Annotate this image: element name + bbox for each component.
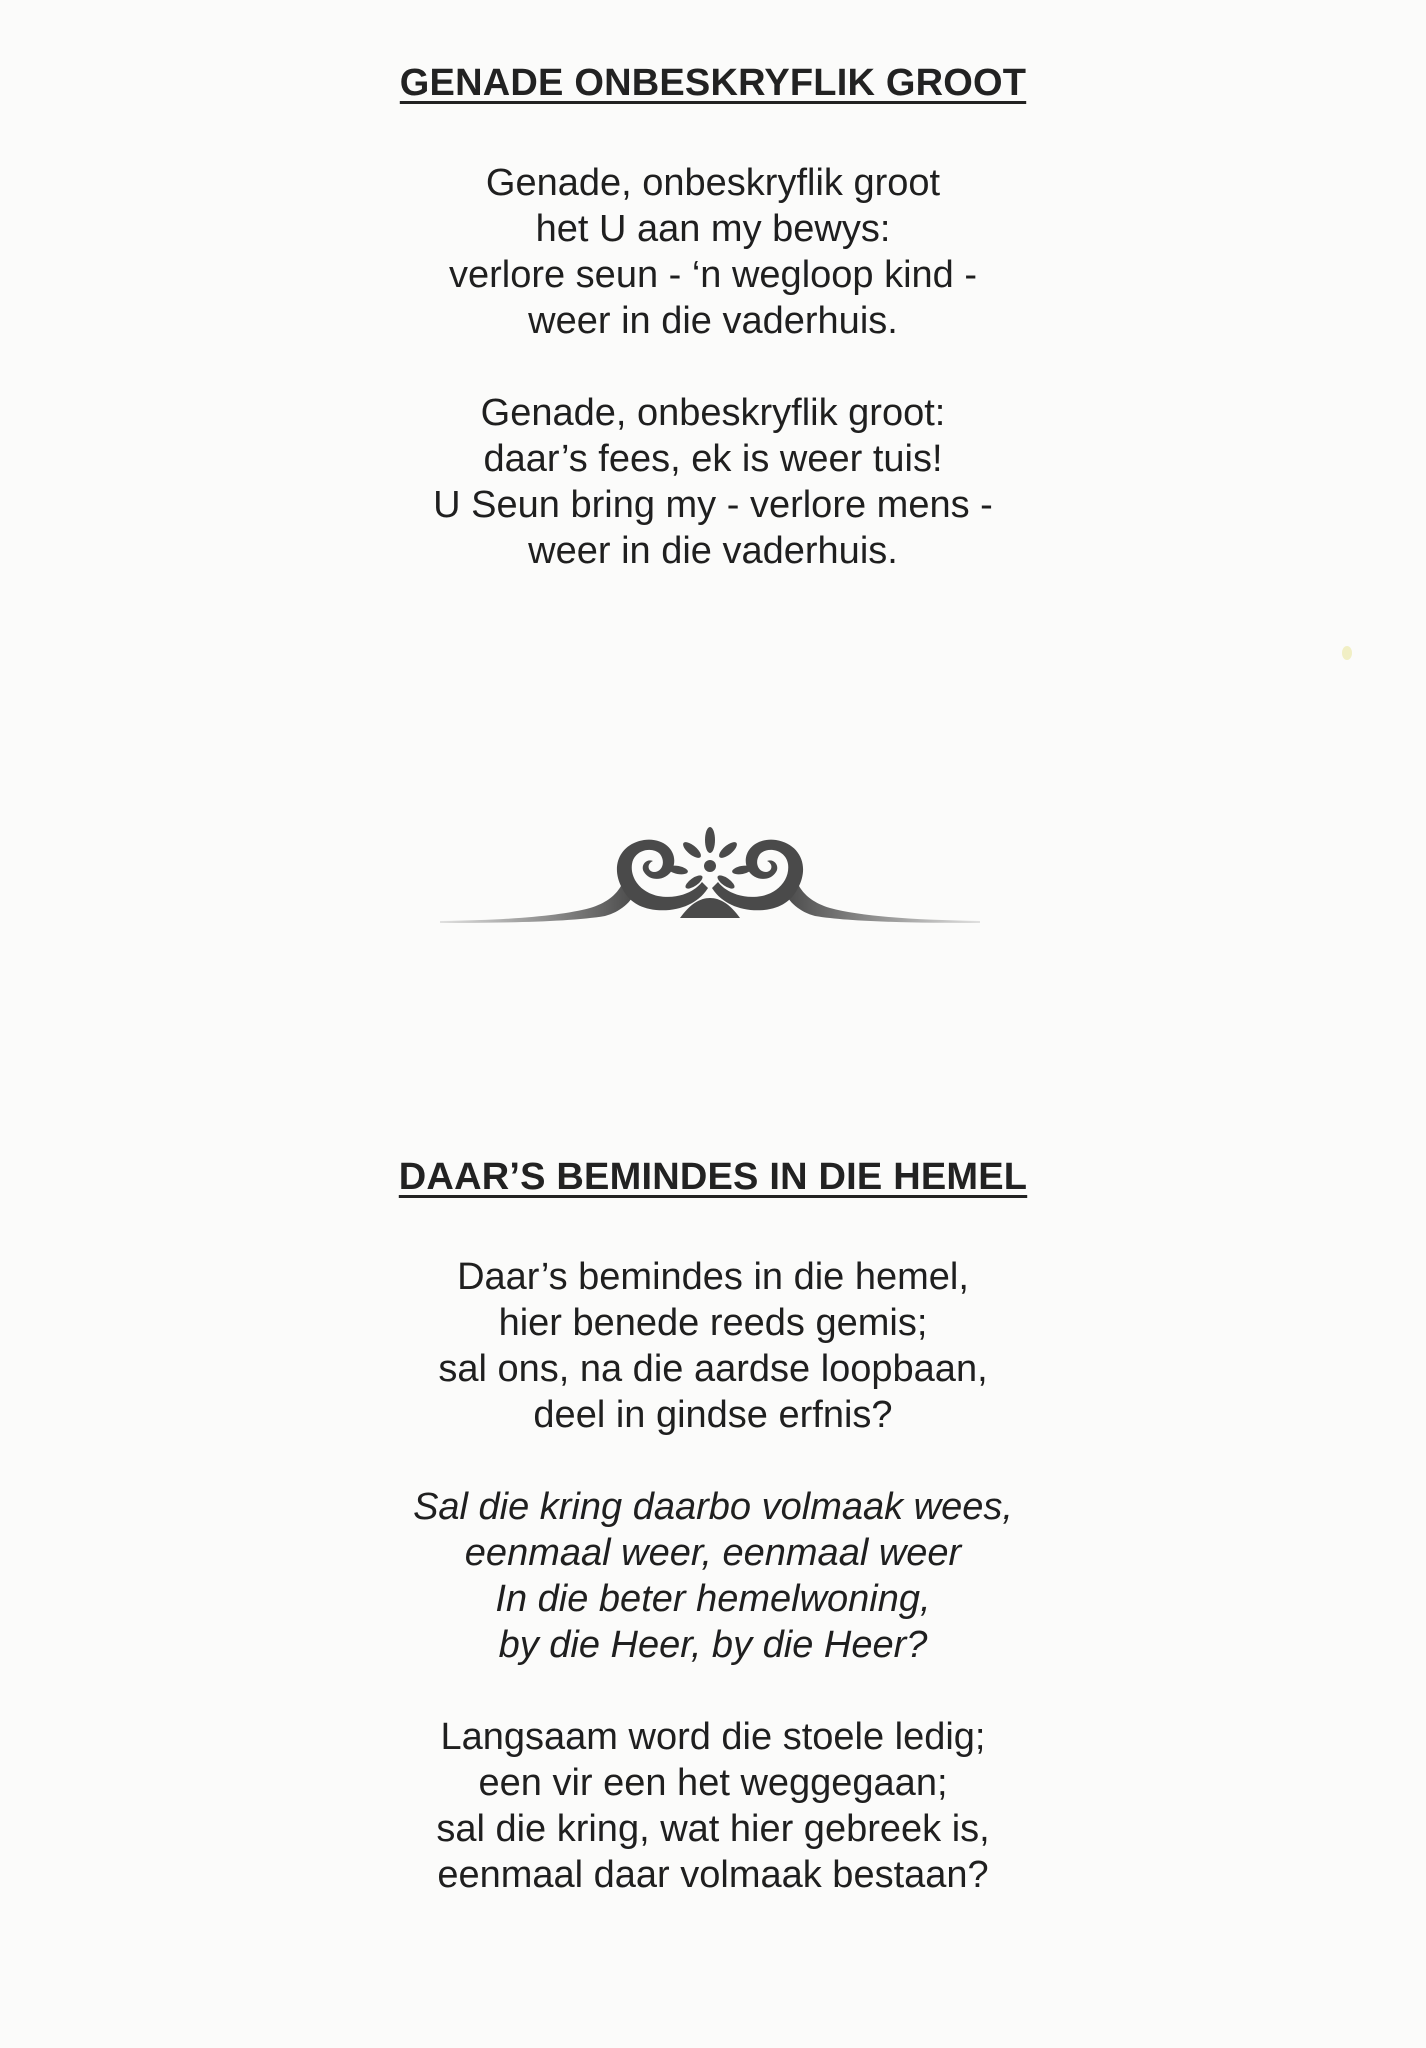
paper-speck [1342, 646, 1352, 660]
song-genade-onbeskryflik-groot [0, 56, 1426, 620]
stanza [0, 1254, 1426, 1438]
song-daars-bemindes-in-die-hemel [0, 1150, 1426, 1944]
lyric-line: sal die kring, wat hier gebreek is, [436, 1808, 990, 1850]
lyric-line: In die beter hemelwoning, [495, 1578, 931, 1620]
lyric-line: eenmaal daar volmaak bestaan? [437, 1854, 989, 1896]
lyric-line: verlore seun - ‘n wegloop kind - [448, 254, 978, 296]
lyric-line: een vir een het weggegaan; [478, 1762, 948, 1804]
lyric-line: Daar’s bemindes in die hemel, [457, 1256, 969, 1298]
stanza [0, 160, 1426, 344]
decorative-scroll-divider-icon [440, 826, 980, 926]
lyric-line: by die Heer, by die Heer? [498, 1624, 928, 1666]
lyric-line: Langsaam word die stoele ledig; [440, 1716, 986, 1758]
lyric-line: Sal die kring daarbo volmaak wees, [413, 1486, 1013, 1528]
lyric-line: Genade, onbeskryflik groot [485, 162, 941, 204]
lyric-line: weer in die vaderhuis. [528, 300, 898, 342]
lyric-line: deel in gindse erfnis? [533, 1394, 893, 1436]
song-title: DAAR’S BEMINDES IN DIE HEMEL [398, 1156, 1028, 1198]
lyric-line: het U aan my bewys: [535, 208, 891, 250]
lyric-line: daar’s fees, ek is weer tuis! [483, 438, 943, 480]
lyric-line: sal ons, na die aardse loopbaan, [438, 1348, 988, 1390]
lyric-line: weer in die vaderhuis. [528, 530, 898, 572]
lyric-line: Genade, onbeskryflik groot: [480, 392, 946, 434]
chorus-stanza [0, 1484, 1426, 1668]
song-title: GENADE ONBESKRYFLIK GROOT [399, 62, 1027, 104]
stanza [0, 390, 1426, 574]
lyric-line: hier benede reeds gemis; [498, 1302, 928, 1344]
lyric-line: eenmaal weer, eenmaal weer [464, 1532, 962, 1574]
stanza [0, 1714, 1426, 1898]
lyric-line: U Seun bring my - verlore mens - [433, 484, 993, 526]
